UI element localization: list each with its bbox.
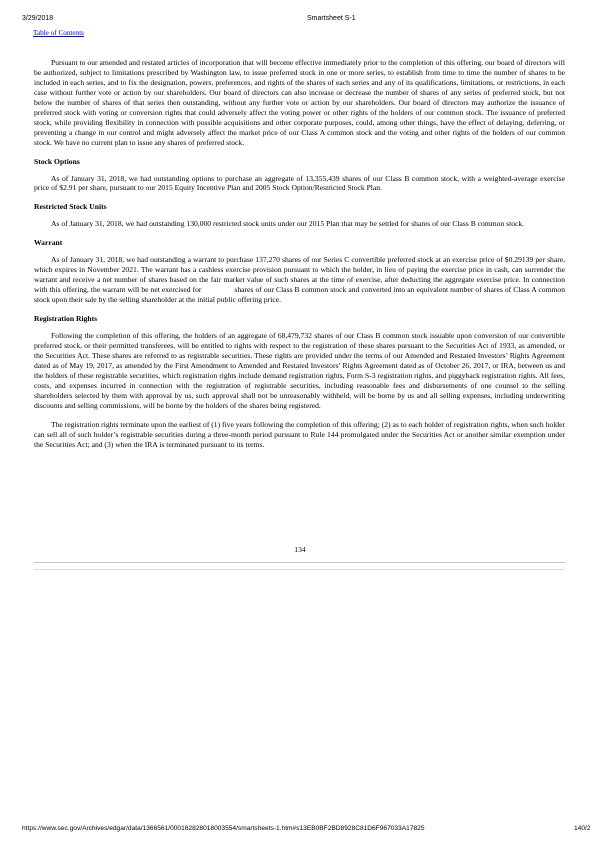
- page-divider: [34, 562, 565, 563]
- registration-rights-paragraph-1: Following the completion of this offering, the holders of an aggregate of 68,479,732 shares of our Class B common stock issuable upon conversion of our convertible preferred stock, or their permitted transferees, will be entitled to rights with respect to the registration of these shares pursuant to the Securities Act of 1933, as amended, or the Securities Act. These shares are referred to as registrable securities. These rights are provided under the terms of our Amended and Restated Investors’ Rights Agreement dated as of May 19, 2017, as amended by the First Amendment to Amended and Restated Investors’ Rights Agreement dated as of October 26, 2017, or IRA, between us and the holders of these registrable securities, which registration rights include demand registration rights, Form S-3 registration rights, and piggyback registration rights. All fees, costs, and expenses incurred in connection with the registration of registrable securities, including reasonable fees and disbursements of one counsel to the selling shareholders selected by them with approval by us, such approval shall not be unreasonably withheld, will be borne by us and all selling expenses, including underwriting discounts and selling commissions, will be borne by the holders of the shares being registered.: [34, 331, 565, 410]
- stock-options-heading: Stock Options: [34, 156, 80, 166]
- print-footer-url: https://www.sec.gov/Archives/edgar/data/1366561/000162828018003554/smartsheets-1.htm#s13EB0BF2BD8928C81D6F967033A17825: [22, 825, 425, 832]
- warrant-paragraph: [34, 255, 565, 305]
- warrant-heading: Warrant: [34, 238, 63, 248]
- stock-options-paragraph: As of January 31, 2018, we had outstanding options to purchase an aggregate of 13,355,439 shares of our Class B common stock, with a weighted-average exercise price of $2.91 per share, pursuant to our 2015 Equity Incentive Plan and 2005 Stock Option/Restricted Stock Plan.: [34, 173, 565, 193]
- warrant-text-part-1: As of January 31, 2018, we had outstanding a warrant to purchase 137,270 shares of our Series C convertible preferred stock at an exercise price of $0.29139 per share, which expires in November 2021. The warrant has a cashless exercise provision pursuant to which the holder, in lieu of paying the exercise price in cash, can surrender the warrant and receive a net number of shares based on the fair market value of such shares at the time of exercise, after deducting the aggregate exercise price. In connection with this offering, the warrant will be net exercised for: [34, 255, 565, 295]
- registration-rights-paragraph-2: The registration rights terminate upon the earliest of (1) five years following the completion of this offering; (2) as to each holder of registration rights, when such holder can sell all of such holder’s registrable securities during a three-month period pursuant to Rule 144 promulgated under the Securities Act or another similar exemption under the Securities Act; and (3) when the IRA is terminated pursuant to its terms.: [34, 419, 565, 449]
- print-footer-page-count: 140/2: [574, 825, 591, 832]
- document-body: [34, 58, 565, 459]
- print-header-title: Smartsheet S-1: [307, 15, 356, 22]
- print-header-date: 3/29/2018: [22, 15, 54, 22]
- restricted-stock-units-heading: Restricted Stock Units: [34, 202, 107, 212]
- preferred-stock-paragraph: Pursuant to our amended and restated articles of incorporation that will become effective immediately prior to the completion of this offering, our board of directors will be authorized, subject to limitations prescribed by Washington law, to issue preferred stock in one or more series, to establish from time to time the number of shares to be included in each series, and to fix the designation, powers, preferences, and rights of the shares of each series and any of its qualifications, limitations, or restrictions, in each case without further vote or action by our shareholders. Our board of directors can also increase or decrease the number of shares of any series of preferred stock, but not below the number of shares of that series then outstanding, without any further vote or action by our shareholders. Our board of directors may authorize the issuance of preferred stock with voting or conversion rights that could adversely affect the voting power or other rights of the holders of our common stock. The issuance of preferred stock, while providing flexibility in connection with possible acquisitions and other corporate purposes, could, among other things, have the effect of delaying, deferring, or preventing a change in our control and might adversely affect the market price of our Class A common stock and the voting and other rights of the holders of our common stock. We have no current plan to issue any shares of preferred stock.: [34, 58, 565, 147]
- warrant-text-part-2: shares of our Class B common stock and converted into an equivalent number of shares of Class A common stock upon their sale by the selling shareholder at the initial public offering price.: [34, 285, 566, 305]
- page-divider-secondary: [34, 569, 565, 570]
- table-of-contents-link[interactable]: Table of Contents: [33, 29, 84, 37]
- registration-rights-heading: Registration Rights: [34, 314, 98, 324]
- restricted-stock-units-paragraph: As of January 31, 2018, we had outstanding 130,000 restricted stock units under our 2015 Plan that may be settled for shares of our Class B common stock.: [51, 219, 525, 229]
- page-number: 134: [294, 545, 306, 554]
